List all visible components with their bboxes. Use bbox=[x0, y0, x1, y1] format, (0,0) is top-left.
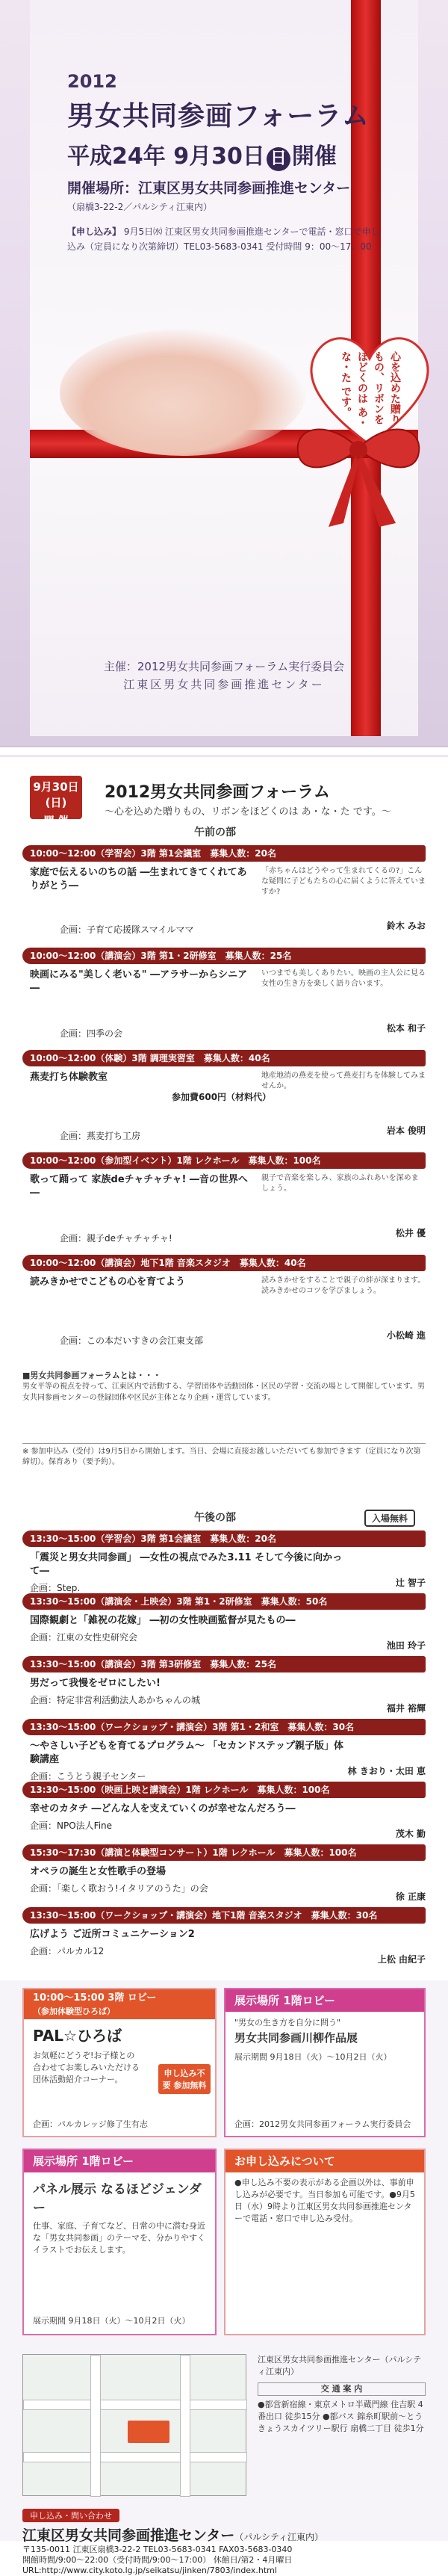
session-pm-1 bbox=[22, 1531, 426, 1593]
apply-box bbox=[224, 2149, 426, 2335]
hands-image bbox=[60, 329, 306, 456]
program-page bbox=[0, 755, 448, 1502]
badge-date: 9月30日(日) bbox=[33, 780, 79, 809]
exhibit-title: 男女共同参画川柳作品展 bbox=[234, 2031, 358, 2045]
program-subtitle: 〜心を込めた贈りもの、リボンをほどくのは あ・な・た です。〜 bbox=[105, 806, 391, 818]
session-title: 燕麦打ち体験教室 bbox=[30, 1072, 108, 1083]
session-pm-3 bbox=[22, 1656, 426, 1716]
session-bar: 15:30〜17:30（講演と体験型コンサート）1階 レクホール 募集人数：100名 bbox=[22, 1844, 426, 1861]
cover-venue: 開催場所：江東区男女共同参画推進センター bbox=[67, 180, 351, 197]
footer-name: 江東区男女共同参画推進センター（パルシティ江東内） bbox=[22, 2527, 323, 2544]
panel-box bbox=[22, 2149, 217, 2335]
session-plan: 企画：NPO法人Fine bbox=[30, 1820, 113, 1831]
map-label: 江東区男女共同参画推進センター（パルシティ江東内） bbox=[258, 2355, 422, 2376]
info-page bbox=[0, 1980, 448, 2575]
cover-address: （扇橋3-22-2／パルシティ江東内） bbox=[67, 202, 212, 212]
cover-apply bbox=[67, 224, 381, 254]
pm-label: 午後の部 bbox=[194, 1512, 236, 1524]
session-bar: 10:00〜12:00（講演会）3階 第1・2研修室 募集人数：25名 bbox=[22, 948, 426, 964]
cover-date-text: 平成24年 9月30日 bbox=[67, 143, 265, 170]
session-pm-6 bbox=[22, 1844, 426, 1904]
session-am-5 bbox=[22, 1255, 426, 1355]
session-bar: 13:30〜15:00（映画上映と講演会）1階 レクホール 募集人数：100名 bbox=[22, 1782, 426, 1798]
session-lecturer: 上松 由紀子 bbox=[377, 1954, 426, 1965]
session-bar: 10:00〜12:00（学習会）3階 第1会議室 募集人数：20名 bbox=[22, 845, 426, 862]
cover-page bbox=[0, 0, 448, 747]
session-bar: 13:30〜15:00（講演会・上映会）3階 第1・2研修室 募集人数：50名 bbox=[22, 1593, 426, 1610]
pal-text: お気軽にどうぞ!お子様との合わせてお楽しみいただける団体活動紹介コーナー。 bbox=[33, 2051, 140, 2084]
session-title: 〜やさしい子どもを育てるプログラム〜 「セカンドステップ親子版」体験講座 bbox=[30, 1741, 344, 1765]
session-lecturer: 岩本 俊明 bbox=[386, 1125, 426, 1136]
panel-text: 仕事、家庭、子育てなど、日常の中に潜む身近な「男女共同参画」のテーマを、分かりやすくイラストでお伝えします。 bbox=[33, 2221, 205, 2255]
session-desc: 親子で音楽を楽しみ、家族のふれあいを深めましょう。 bbox=[261, 1174, 419, 1193]
free-badge: 入場無料 bbox=[364, 1510, 415, 1527]
session-title: 「震災と男女共同参画」 ―女性の視点でみた3.11 そして今後に向かって― bbox=[30, 1552, 343, 1577]
session-desc: 地産地消の燕麦を使って燕麦打ちを体験してみませんか。 bbox=[261, 1072, 426, 1090]
access-text: ●都営新宿線・東京メトロ半蔵門線 住吉駅 4番出口 徒歩15分 ●都バス 錦糸町駅前〜とうきょうスカイツリー駅行 扇橋二丁目 徒歩1分 bbox=[258, 2400, 424, 2433]
session-bar: 10:00〜12:00（講演会）地下1階 音楽スタジオ 募集人数：40名 bbox=[22, 1255, 426, 1271]
cover-title: 男女共同参画フォーラム bbox=[67, 101, 370, 132]
pal-title: PAL☆ひろば bbox=[33, 2027, 122, 2045]
session-plan: 企画：特定非営利活動法人あかちゃんの城 bbox=[30, 1695, 201, 1705]
session-lecturer: 辻 智子 bbox=[395, 1578, 426, 1588]
pal-box bbox=[22, 1988, 217, 2137]
session-plan: 企画：この本だいすきの会江東支部 bbox=[60, 1335, 204, 1346]
session-lecturer: 池田 玲子 bbox=[386, 1640, 426, 1651]
session-title: 家庭で伝えるいのちの話 ―生まれてきてくれてありがとう― bbox=[30, 867, 247, 892]
footer-url[interactable]: URL:http://www.city.koto.lg.jp/seikatsu/jinken/7803/index.html bbox=[22, 2566, 277, 2575]
session-am-4 bbox=[22, 1152, 426, 1253]
session-pm-7 bbox=[22, 1907, 426, 1967]
cover-title-block bbox=[67, 71, 381, 213]
session-title: 映画にみる"美しく老いる" ―アラサーからシニア― bbox=[30, 969, 248, 994]
session-bar: 13:30〜15:00（ワークショップ・講演会）3階 第1・2和室 募集人数：30名 bbox=[22, 1719, 426, 1735]
forum-note-title: ■男女共同参画フォーラムとは・・・ bbox=[22, 1371, 161, 1380]
cover-organizer-2: 江東区男女共同参画推進センター bbox=[123, 678, 325, 691]
session-bar: 13:30〜15:00（講演会）3階 第3研修室 募集人数：25名 bbox=[22, 1656, 426, 1672]
session-pm-5 bbox=[22, 1782, 426, 1841]
session-am-3 bbox=[22, 1050, 426, 1150]
session-title: 読みきかせでこどもの心を育てよう bbox=[30, 1276, 186, 1288]
program-title: 2012男女共同参画フォーラム bbox=[105, 783, 330, 802]
ribbon-bow-icon bbox=[284, 418, 433, 531]
footer-address: 〒135-0011 江東区扇橋3-22-2 TEL03-5683-0341 FAX03-5683-0340 bbox=[22, 2545, 293, 2554]
session-lecturer: 鈴木 みお bbox=[386, 921, 426, 931]
cover-apply-text: 9月5日㈬ 江東区男女共同参画推進センターで電話・窓口で申し込み（定員になり次第締切）TEL03-5683-0341 受付時間 9：00〜17：00 bbox=[67, 226, 380, 252]
session-lecturer: 茂木 勤 bbox=[395, 1829, 426, 1839]
session-title: 歌って踊って 家族deチャチャチャ! ―音の世界へ― bbox=[30, 1174, 248, 1199]
pal-badge: 申し込み不要 参加無料 bbox=[158, 2064, 211, 2094]
session-lecturer: 松本 和子 bbox=[386, 1023, 426, 1034]
cover-date-day: 日 bbox=[267, 147, 290, 171]
session-title: 広げよう ご近所コミュニケーション2 bbox=[30, 1929, 195, 1940]
pal-plan: 企画：パルカレッジ修了生有志 bbox=[33, 2119, 148, 2129]
session-lecturer: 徐 正康 bbox=[395, 1891, 426, 1902]
cover-year: 2012 bbox=[67, 71, 117, 92]
session-desc: 読みきかせをすることで親子の絆が深まります。読みきかせのコツを学びましょう。 bbox=[261, 1276, 426, 1295]
session-lecturer: 福井 裕輝 bbox=[386, 1703, 426, 1714]
session-lecturer: 松井 優 bbox=[395, 1228, 426, 1238]
session-plan: 企画：Step. bbox=[30, 1583, 81, 1593]
session-title: 国際観劇と「雑祝の花嫁」 ―初の女性映画監督が見たもの― bbox=[30, 1615, 296, 1626]
cover-organizers bbox=[30, 658, 418, 694]
session-am-1 bbox=[22, 845, 426, 945]
forum-note-text: 男女平等の視点を持って、江東区内で活動する、学習団体や活動団体・区民の学習・交流の場として開催しています。男女共同参画センターの登録団体や区民が主体となり企画・運営しています。 bbox=[22, 1383, 425, 1402]
session-plan: 企画：パルカル12 bbox=[30, 1946, 105, 1956]
pal-head: 10:00〜15:00 3階 ロビー （参加体験型ひろば） bbox=[24, 1989, 215, 2019]
heart-text: 心を込めた贈りもの、リボンをほどくのは あ・な・た です。 bbox=[340, 351, 401, 428]
session-bar: 13:30〜15:00（学習会）3階 第1会議室 募集人数：20名 bbox=[22, 1531, 426, 1547]
session-bar: 10:00〜12:00（体験）3階 調理実習室 募集人数：40名 bbox=[22, 1050, 426, 1066]
cover-date bbox=[67, 138, 381, 171]
session-desc: いつまでも美しくありたい。映画の主人公に見る女性の生き方を楽しく語り合います。 bbox=[261, 969, 426, 988]
session-plan: 企画：燕麦打ち工房 bbox=[60, 1131, 141, 1141]
session-plan: 企画：江東の女性史研究会 bbox=[30, 1632, 138, 1643]
panel-title: パネル展示 なるほどジェンダー bbox=[33, 2182, 202, 2216]
access-info bbox=[258, 2354, 426, 2435]
exhibit-text: 展示期間 9月18日（火）〜10月2日（火） bbox=[234, 2052, 392, 2062]
session-title: 幸せのカタチ ―どんな人を支えていくのが幸せなんだろう― bbox=[30, 1803, 296, 1814]
cover-organizer-1: 主催：2012男女共同参画フォーラム実行委員会 bbox=[103, 660, 345, 673]
cover-date-suffix: 開催 bbox=[291, 143, 337, 170]
session-lecturer: 林 きおり・太田 恵 bbox=[347, 1766, 426, 1776]
session-plan: 企画：子育て応援隊スマイルママ bbox=[60, 924, 194, 935]
session-fee: 参加費600円（材料代） bbox=[172, 1092, 272, 1102]
exhibit-head: 展示場所 1階ロビー bbox=[225, 1989, 424, 2012]
access-label: 交 通 案 内 bbox=[258, 2382, 426, 2396]
exhibit-box bbox=[224, 1988, 426, 2137]
warning-note: ※ 参加申込み（受付）は9月5日から開始します。当日、会場に直接お越しいただいても参加できます（定員になり次第締切）。保育あり（要予約）。 bbox=[22, 1443, 426, 1468]
apply-text: ●申し込み不要の表示がある企画以外は、事前申し込みが必要です。当日参加も可能です。●9月5日（水）9時より江東区男女共同参画推進センターで電話・窓口で申し込み受付。 bbox=[234, 2178, 415, 2223]
session-lecturer: 小松崎 進 bbox=[386, 1330, 426, 1341]
session-am-2 bbox=[22, 948, 426, 1048]
session-bar: 10:00〜12:00（参加型イベント）1階 レクホール 募集人数：100名 bbox=[22, 1152, 426, 1169]
am-label: 午前の部 bbox=[194, 827, 236, 838]
session-title: オペラの誕生と女性歌手の登場 bbox=[30, 1866, 167, 1877]
session-pm-4 bbox=[22, 1719, 426, 1782]
afternoon-page bbox=[0, 1510, 448, 1973]
access-map bbox=[22, 2354, 246, 2496]
apply-head: お申し込みについて bbox=[225, 2150, 424, 2172]
footer bbox=[22, 2507, 426, 2576]
exhibit-plan: 企画：2012男女共同参画フォーラム実行委員会 bbox=[234, 2119, 411, 2129]
session-plan: 企画：こうとう親子センター bbox=[30, 1771, 146, 1782]
forum-note bbox=[22, 1370, 426, 1403]
footer-hours: 開館時間/9:00〜22:00（受付時間/9:00〜17:00） 休館日/第2・4月曜日 bbox=[22, 2555, 293, 2565]
exhibit-sub: "男女の生き方を自分に問う" bbox=[234, 2018, 341, 2027]
panel-period: 展示期間 9月18日（火）〜10月2日（火） bbox=[33, 2316, 190, 2326]
session-bar: 13:30〜15:00（ワークショップ・講演会）地下1階 音楽スタジオ 募集人数：30名 bbox=[22, 1907, 426, 1924]
footer-tag: 申し込み・問い合わせ bbox=[22, 2509, 119, 2522]
session-plan: 企画：四季の会 bbox=[60, 1028, 123, 1039]
cover-apply-label: 【申し込み】 bbox=[67, 226, 122, 237]
session-desc: 「赤ちゃんはどうやって生まれてくるの?」こんな疑問に子どもたちの心に届くように答えていますか? bbox=[261, 867, 426, 896]
date-badge bbox=[30, 776, 82, 827]
session-plan: 企画：親子deチャチャチャ! bbox=[60, 1233, 172, 1244]
session-title: 男だって我慢をゼロにしたい! bbox=[30, 1678, 161, 1689]
center-marker bbox=[128, 2421, 169, 2443]
badge-label: 開 催 bbox=[43, 815, 69, 827]
session-plan: 企画：「楽しく歌おう!イタリアのうた」の会 bbox=[30, 1883, 208, 1894]
session-pm-2 bbox=[22, 1593, 426, 1653]
panel-head: 展示場所 1階ロビー bbox=[24, 2150, 215, 2172]
